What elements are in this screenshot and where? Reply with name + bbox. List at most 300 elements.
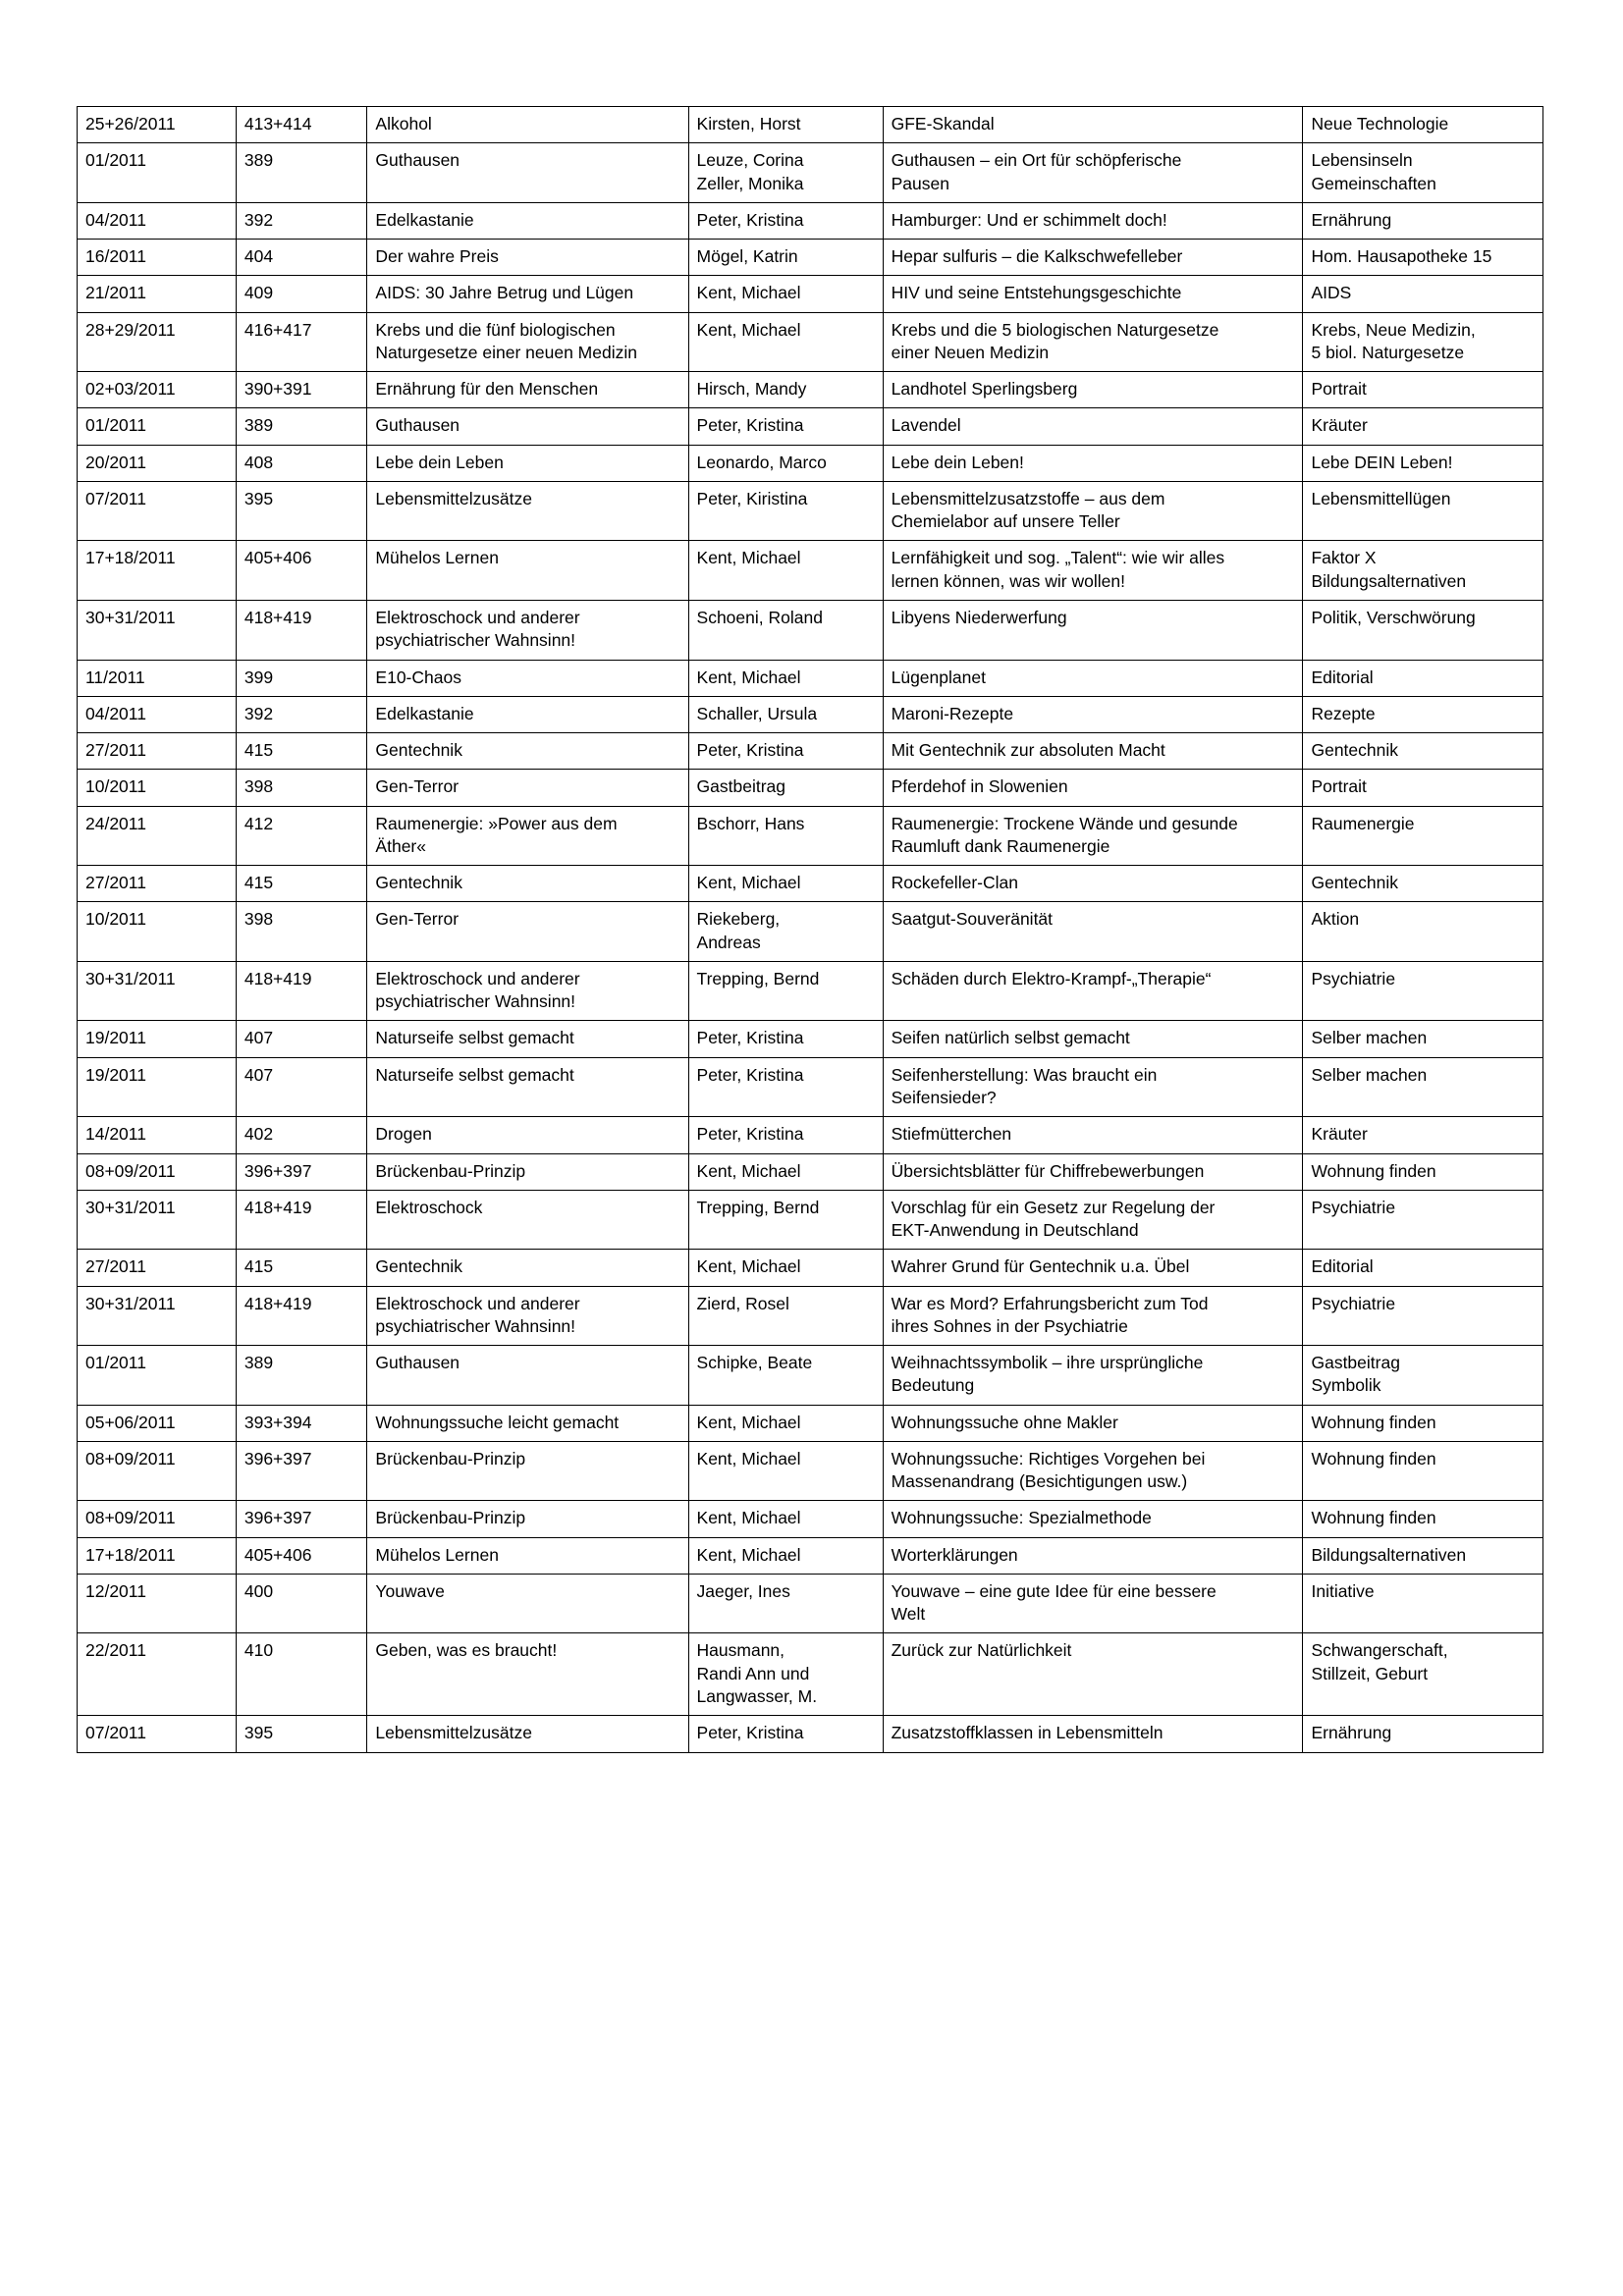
cell-topic-line: Naturgesetze einer neuen Medizin: [375, 342, 637, 362]
cell-title-line: Wohnungssuche: Spezialmethode: [891, 1508, 1152, 1528]
cell-topic-line: E10-Chaos: [375, 667, 461, 687]
cell-issue: 19/2011: [78, 1021, 237, 1057]
cell-title: [883, 408, 1303, 445]
cell-topic-line: psychiatrischer Wahnsinn!: [375, 991, 576, 1012]
cell-author: [688, 1117, 883, 1153]
cell-issue: 11/2011: [78, 660, 237, 696]
cell-topic: [367, 445, 688, 481]
cell-topic: [367, 1057, 688, 1117]
cell-author: [688, 445, 883, 481]
cell-category-line: Gentechnik: [1311, 740, 1398, 761]
cell-author: [688, 1633, 883, 1716]
cell-number: 395: [236, 1716, 367, 1752]
cell-title-line: Welt: [891, 1604, 926, 1625]
cell-topic: [367, 696, 688, 732]
table-row: [78, 902, 1543, 962]
cell-category-line: Psychiatrie: [1311, 1293, 1396, 1313]
cell-author-line: Kent, Michael: [696, 1412, 801, 1432]
cell-title-line: Landhotel Sperlingsberg: [891, 379, 1078, 400]
cell-topic: [367, 1574, 688, 1633]
cell-number: 400: [236, 1574, 367, 1633]
cell-topic: [367, 1117, 688, 1153]
cell-issue: 04/2011: [78, 696, 237, 732]
cell-number: 407: [236, 1057, 367, 1117]
cell-author-line: Peter, Kristina: [696, 1723, 804, 1743]
table-row: [78, 445, 1543, 481]
cell-category-line: Krebs, Neue Medizin,: [1311, 319, 1476, 340]
cell-author: [688, 312, 883, 372]
cell-category: [1303, 961, 1543, 1021]
cell-topic: [367, 1405, 688, 1441]
cell-number: 392: [236, 202, 367, 239]
table-body: [78, 107, 1543, 1753]
table-row: [78, 1153, 1543, 1190]
cell-title: [883, 1441, 1303, 1501]
cell-author: [688, 1190, 883, 1250]
cell-title: [883, 600, 1303, 660]
cell-title-line: GFE-Skandal: [891, 114, 995, 133]
cell-author-line: Trepping, Bernd: [696, 1197, 820, 1217]
table-row: [78, 1286, 1543, 1346]
cell-author-line: Hirsch, Mandy: [696, 379, 807, 400]
cell-issue: 21/2011: [78, 276, 237, 312]
cell-topic-line: Guthausen: [375, 150, 460, 171]
table-row: [78, 107, 1543, 143]
cell-author-line: Peter, Kristina: [696, 209, 804, 230]
cell-topic: [367, 240, 688, 276]
table-row: [78, 1574, 1543, 1633]
cell-category-line: AIDS: [1311, 283, 1352, 303]
cell-title-line: HIV und seine Entstehungsgeschichte: [891, 283, 1182, 303]
cell-title: [883, 1574, 1303, 1633]
cell-category-line: Portrait: [1311, 379, 1367, 400]
table-row: [78, 143, 1543, 203]
cell-topic-line: Krebs und die fünf biologischen: [375, 319, 616, 340]
cell-category: [1303, 107, 1543, 143]
cell-topic-line: Elektroschock: [375, 1197, 483, 1217]
cell-number: 405+406: [236, 541, 367, 601]
cell-issue: 17+18/2011: [78, 1537, 237, 1574]
cell-title-line: Hepar sulfuris – die Kalkschwefelleber: [891, 246, 1183, 267]
cell-topic-line: Mühelos Lernen: [375, 1544, 499, 1565]
cell-author-line: Bschorr, Hans: [696, 813, 805, 833]
cell-category-line: Gastbeitrag: [1311, 1353, 1400, 1373]
cell-title-line: Worterklärungen: [891, 1544, 1018, 1565]
cell-topic-line: psychiatrischer Wahnsinn!: [375, 1315, 576, 1336]
cell-number: 395: [236, 481, 367, 541]
cell-topic-line: Äther«: [375, 835, 426, 856]
cell-title: [883, 541, 1303, 601]
cell-topic: [367, 1537, 688, 1574]
cell-title: [883, 1190, 1303, 1250]
cell-title-line: Lebensmittelzusatzstoffe – aus dem: [891, 488, 1165, 508]
cell-author-line: Trepping, Bernd: [696, 968, 820, 988]
cell-category: [1303, 202, 1543, 239]
cell-category-line: Initiative: [1311, 1580, 1375, 1601]
cell-author: [688, 143, 883, 203]
cell-title-line: lernen können, was wir wollen!: [891, 570, 1125, 591]
cell-title: [883, 1117, 1303, 1153]
cell-category: [1303, 1190, 1543, 1250]
cell-author: [688, 541, 883, 601]
cell-category: [1303, 1021, 1543, 1057]
cell-author: [688, 806, 883, 866]
table-row: [78, 541, 1543, 601]
cell-topic-line: Raumenergie: »Power aus dem: [375, 813, 618, 833]
cell-number: 396+397: [236, 1441, 367, 1501]
cell-number: 410: [236, 1633, 367, 1716]
cell-topic-line: Geben, was es braucht!: [375, 1640, 558, 1661]
cell-title: [883, 1286, 1303, 1346]
cell-topic-line: Edelkastanie: [375, 703, 474, 723]
cell-title: [883, 1057, 1303, 1117]
cell-category-line: 5 biol. Naturgesetze: [1311, 342, 1465, 362]
cell-issue: 07/2011: [78, 481, 237, 541]
cell-author: [688, 408, 883, 445]
cell-category-line: Lebensinseln: [1311, 150, 1413, 171]
cell-issue: 30+31/2011: [78, 1190, 237, 1250]
cell-title-line: EKT-Anwendung in Deutschland: [891, 1220, 1139, 1241]
cell-title: [883, 1153, 1303, 1190]
cell-author-line: Kent, Michael: [696, 319, 801, 340]
cell-number: 416+417: [236, 312, 367, 372]
cell-category-line: Wohnung finden: [1311, 1160, 1436, 1181]
cell-author-line: Zeller, Monika: [696, 173, 804, 193]
cell-topic-line: Brückenbau-Prinzip: [375, 1448, 526, 1468]
cell-topic: [367, 600, 688, 660]
cell-number: 418+419: [236, 600, 367, 660]
cell-topic: [367, 1021, 688, 1057]
table-row: [78, 481, 1543, 541]
cell-title-line: Raumluft dank Raumenergie: [891, 835, 1110, 856]
cell-topic-line: Gen-Terror: [375, 909, 460, 930]
cell-title: [883, 1537, 1303, 1574]
cell-title: [883, 1346, 1303, 1406]
cell-author-line: Kent, Michael: [696, 283, 801, 303]
cell-number: 408: [236, 445, 367, 481]
cell-author: [688, 1441, 883, 1501]
cell-number: 405+406: [236, 1537, 367, 1574]
cell-title-line: Lebe dein Leben!: [891, 452, 1024, 472]
cell-author: [688, 1153, 883, 1190]
cell-number: 393+394: [236, 1405, 367, 1441]
cell-number: 389: [236, 1346, 367, 1406]
cell-category: [1303, 806, 1543, 866]
cell-issue: 17+18/2011: [78, 541, 237, 601]
cell-title-line: Rockefeller-Clan: [891, 873, 1018, 893]
cell-title-line: Weihnachtssymbolik – ihre ursprüngliche: [891, 1353, 1204, 1373]
cell-topic: [367, 1716, 688, 1752]
cell-topic-line: Youwave: [375, 1580, 445, 1601]
cell-issue: 22/2011: [78, 1633, 237, 1716]
cell-category-line: Politik, Verschwörung: [1311, 607, 1476, 627]
cell-title-line: Stiefmütterchen: [891, 1124, 1012, 1145]
cell-category-line: Wohnung finden: [1311, 1508, 1436, 1528]
cell-category-line: Kräuter: [1311, 415, 1368, 436]
cell-title: [883, 1716, 1303, 1752]
table-row: [78, 660, 1543, 696]
cell-issue: 12/2011: [78, 1574, 237, 1633]
table-row: [78, 1250, 1543, 1286]
table-row: [78, 1057, 1543, 1117]
cell-topic: [367, 1286, 688, 1346]
cell-number: 402: [236, 1117, 367, 1153]
cell-issue: 27/2011: [78, 1250, 237, 1286]
cell-number: 392: [236, 696, 367, 732]
cell-title-line: einer Neuen Medizin: [891, 342, 1050, 362]
cell-title-line: Zusatzstoffklassen in Lebensmitteln: [891, 1723, 1163, 1743]
cell-author: [688, 1501, 883, 1537]
cell-author-line: Randi Ann und: [696, 1663, 810, 1683]
cell-topic-line: Mühelos Lernen: [375, 548, 499, 568]
cell-title-line: Vorschlag für ein Gesetz zur Regelung der: [891, 1197, 1216, 1217]
cell-category: [1303, 1574, 1543, 1633]
cell-category: [1303, 1441, 1543, 1501]
table-row: [78, 1346, 1543, 1406]
table-row: [78, 1537, 1543, 1574]
cell-category: [1303, 866, 1543, 902]
cell-title-line: Pausen: [891, 173, 949, 193]
cell-title: [883, 733, 1303, 770]
cell-author: [688, 961, 883, 1021]
cell-title: [883, 143, 1303, 203]
cell-author: [688, 1405, 883, 1441]
cell-topic-line: Gentechnik: [375, 740, 462, 761]
cell-issue: 25+26/2011: [78, 107, 237, 143]
cell-issue: 02+03/2011: [78, 372, 237, 408]
cell-number: 390+391: [236, 372, 367, 408]
cell-number: 398: [236, 902, 367, 962]
cell-author: [688, 770, 883, 806]
table-row: [78, 372, 1543, 408]
cell-title-line: Libyens Niederwerfung: [891, 607, 1067, 627]
cell-title-line: Wohnungssuche: Richtiges Vorgehen bei: [891, 1448, 1206, 1468]
cell-topic: [367, 1250, 688, 1286]
cell-category: [1303, 408, 1543, 445]
cell-category-line: Gemeinschaften: [1311, 173, 1436, 193]
cell-issue: 27/2011: [78, 866, 237, 902]
cell-issue: 05+06/2011: [78, 1405, 237, 1441]
cell-title-line: Lügenplanet: [891, 667, 986, 687]
cell-author-line: Gastbeitrag: [696, 776, 785, 797]
cell-category: [1303, 1057, 1543, 1117]
cell-category-line: Faktor X: [1311, 548, 1377, 568]
cell-category: [1303, 902, 1543, 962]
cell-issue: 30+31/2011: [78, 600, 237, 660]
cell-title: [883, 1501, 1303, 1537]
cell-title: [883, 312, 1303, 372]
cell-topic-line: Guthausen: [375, 1353, 460, 1373]
cell-number: 418+419: [236, 1190, 367, 1250]
cell-author-line: Jaeger, Ines: [696, 1580, 790, 1601]
cell-category: [1303, 372, 1543, 408]
cell-author-line: Peter, Kristina: [696, 1028, 804, 1048]
cell-issue: 28+29/2011: [78, 312, 237, 372]
table-row: [78, 408, 1543, 445]
cell-author-line: Schaller, Ursula: [696, 703, 818, 723]
cell-topic: [367, 276, 688, 312]
table-row: [78, 696, 1543, 732]
cell-category-line: Selber machen: [1311, 1028, 1428, 1048]
cell-author: [688, 202, 883, 239]
table-row: [78, 276, 1543, 312]
cell-category: [1303, 276, 1543, 312]
cell-topic: [367, 408, 688, 445]
cell-author: [688, 866, 883, 902]
cell-author: [688, 1250, 883, 1286]
table-row: [78, 733, 1543, 770]
table-row: [78, 600, 1543, 660]
cell-category: [1303, 600, 1543, 660]
table-row: [78, 1501, 1543, 1537]
cell-topic-line: Lebensmittelzusätze: [375, 1723, 532, 1743]
cell-author: [688, 1057, 883, 1117]
cell-topic-line: Elektroschock und anderer: [375, 968, 580, 988]
cell-category-line: Selber machen: [1311, 1064, 1428, 1085]
cell-issue: 04/2011: [78, 202, 237, 239]
cell-topic: [367, 733, 688, 770]
cell-issue: 30+31/2011: [78, 1286, 237, 1346]
cell-issue: 10/2011: [78, 770, 237, 806]
cell-topic: [367, 1346, 688, 1406]
table-row: [78, 866, 1543, 902]
cell-category-line: Symbolik: [1311, 1375, 1381, 1396]
cell-issue: 19/2011: [78, 1057, 237, 1117]
cell-number: 398: [236, 770, 367, 806]
cell-issue: 08+09/2011: [78, 1501, 237, 1537]
cell-category: [1303, 1250, 1543, 1286]
cell-topic: [367, 312, 688, 372]
cell-category-line: Psychiatrie: [1311, 1197, 1396, 1217]
table-row: [78, 202, 1543, 239]
cell-issue: 27/2011: [78, 733, 237, 770]
cell-number: 407: [236, 1021, 367, 1057]
cell-author-line: Kent, Michael: [696, 1448, 801, 1468]
cell-topic: [367, 902, 688, 962]
cell-category-line: Editorial: [1311, 667, 1374, 687]
cell-topic: [367, 372, 688, 408]
cell-title-line: ihres Sohnes in der Psychiatrie: [891, 1315, 1128, 1336]
cell-title: [883, 1405, 1303, 1441]
cell-category-line: Ernährung: [1311, 1723, 1392, 1743]
table-row: [78, 1441, 1543, 1501]
cell-category-line: Portrait: [1311, 776, 1367, 797]
cell-topic-line: Elektroschock und anderer: [375, 607, 580, 627]
cell-author: [688, 733, 883, 770]
cell-title-line: Youwave – eine gute Idee für eine bessere: [891, 1580, 1217, 1601]
cell-number: 418+419: [236, 961, 367, 1021]
cell-topic-line: AIDS: 30 Jahre Betrug und Lügen: [375, 283, 634, 303]
cell-title: [883, 372, 1303, 408]
cell-author-line: Leuze, Corina: [696, 150, 804, 171]
cell-title-line: Seifensieder?: [891, 1087, 997, 1107]
cell-topic: [367, 866, 688, 902]
cell-topic: [367, 1501, 688, 1537]
cell-issue: 07/2011: [78, 1716, 237, 1752]
cell-author-line: Riekeberg,: [696, 909, 781, 930]
cell-topic-line: Gen-Terror: [375, 776, 460, 797]
cell-topic: [367, 541, 688, 601]
cell-author: [688, 1716, 883, 1752]
cell-author-line: Kent, Michael: [696, 1256, 801, 1277]
table-row: [78, 240, 1543, 276]
cell-author: [688, 276, 883, 312]
cell-issue: 08+09/2011: [78, 1441, 237, 1501]
cell-number: 389: [236, 143, 367, 203]
cell-category: [1303, 1633, 1543, 1716]
cell-title-line: Wahrer Grund für Gentechnik u.a. Übel: [891, 1256, 1190, 1277]
cell-author-line: Peter, Kristina: [696, 1124, 804, 1145]
cell-number: 413+414: [236, 107, 367, 143]
cell-category: [1303, 1501, 1543, 1537]
cell-author: [688, 1021, 883, 1057]
cell-author-line: Kent, Michael: [696, 873, 801, 893]
cell-title: [883, 202, 1303, 239]
cell-topic-line: Brückenbau-Prinzip: [375, 1160, 526, 1181]
cell-topic-line: Wohnungssuche leicht gemacht: [375, 1412, 620, 1432]
cell-title: [883, 445, 1303, 481]
cell-author: [688, 107, 883, 143]
cell-author: [688, 660, 883, 696]
cell-number: 396+397: [236, 1501, 367, 1537]
cell-number: 412: [236, 806, 367, 866]
cell-topic: [367, 1190, 688, 1250]
cell-topic-line: Lebe dein Leben: [375, 452, 504, 472]
cell-author-line: Zierd, Rosel: [696, 1293, 789, 1313]
cell-author: [688, 1537, 883, 1574]
cell-topic-line: Gentechnik: [375, 873, 462, 893]
cell-topic: [367, 481, 688, 541]
cell-issue: 01/2011: [78, 408, 237, 445]
cell-category-line: Bildungsalternativen: [1311, 570, 1467, 591]
cell-topic-line: Lebensmittelzusätze: [375, 488, 532, 508]
cell-category: [1303, 312, 1543, 372]
cell-topic-line: Alkohol: [375, 114, 432, 133]
cell-category: [1303, 1405, 1543, 1441]
cell-topic-line: Naturseife selbst gemacht: [375, 1028, 574, 1048]
cell-title-line: Krebs und die 5 biologischen Naturgesetze: [891, 319, 1219, 340]
cell-category: [1303, 541, 1543, 601]
cell-category-line: Wohnung finden: [1311, 1412, 1436, 1432]
cell-category-line: Wohnung finden: [1311, 1448, 1436, 1468]
cell-title: [883, 276, 1303, 312]
cell-author: [688, 240, 883, 276]
cell-author: [688, 902, 883, 962]
cell-title: [883, 696, 1303, 732]
cell-number: 415: [236, 733, 367, 770]
table-row: [78, 806, 1543, 866]
cell-category-line: Hom. Hausapotheke 15: [1311, 246, 1492, 267]
cell-title: [883, 481, 1303, 541]
cell-issue: 10/2011: [78, 902, 237, 962]
cell-issue: 14/2011: [78, 1117, 237, 1153]
table-row: [78, 1190, 1543, 1250]
cell-author-line: Leonardo, Marco: [696, 452, 827, 472]
cell-category: [1303, 1153, 1543, 1190]
cell-category-line: Neue Technologie: [1311, 114, 1449, 133]
cell-issue: 20/2011: [78, 445, 237, 481]
cell-author-line: Peter, Kristina: [696, 1064, 804, 1085]
cell-category-line: Aktion: [1311, 909, 1360, 930]
cell-issue: 08+09/2011: [78, 1153, 237, 1190]
cell-topic-line: Der wahre Preis: [375, 246, 499, 267]
cell-author-line: Langwasser, M.: [696, 1686, 818, 1707]
cell-title: [883, 1250, 1303, 1286]
cell-author: [688, 1574, 883, 1633]
cell-category-line: Ernährung: [1311, 209, 1392, 230]
cell-number: 409: [236, 276, 367, 312]
cell-title: [883, 660, 1303, 696]
